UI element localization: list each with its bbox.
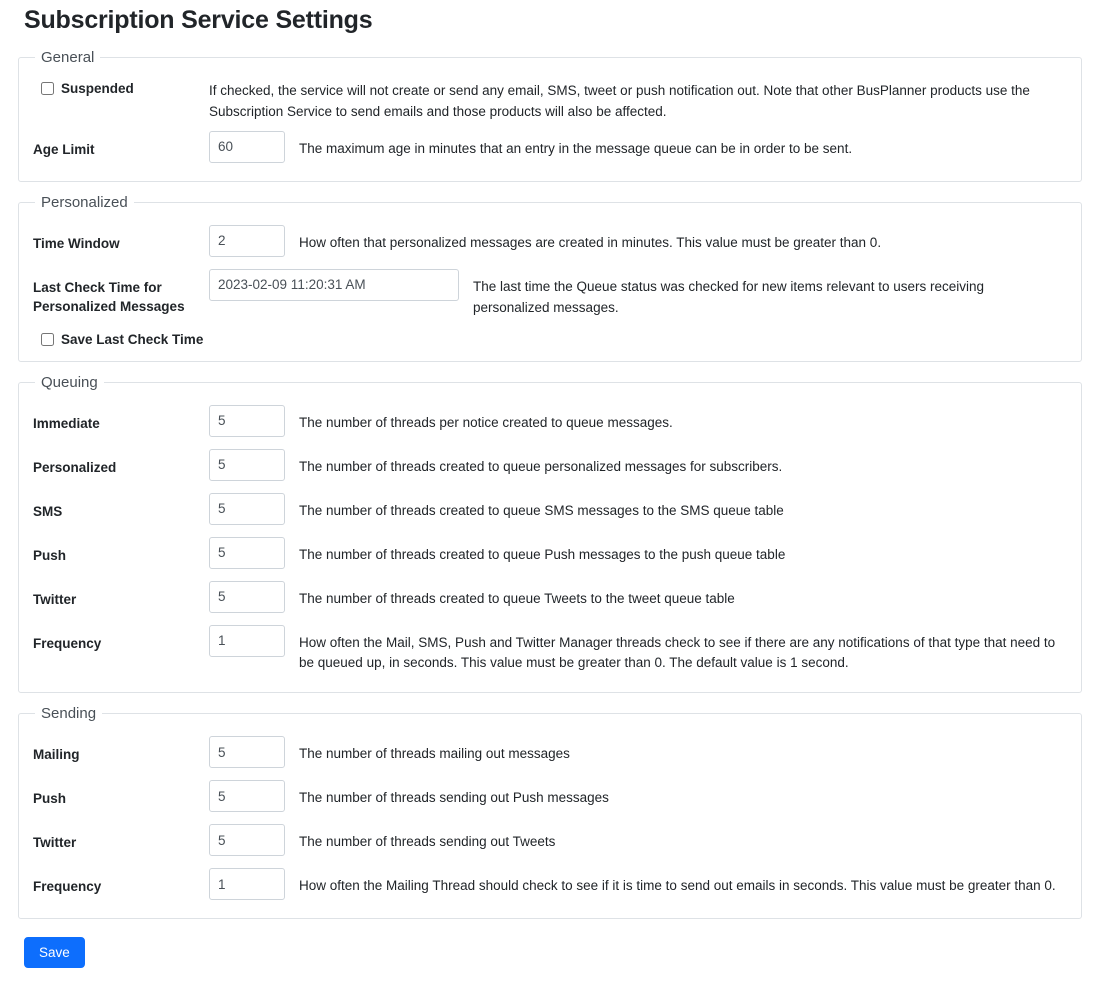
sending-frequency-field-cell <box>209 868 299 900</box>
queuing-immediate-input[interactable] <box>209 405 285 437</box>
sending-twitter-description: The number of threads sending out Tweets <box>299 834 556 850</box>
queuing-push-input[interactable] <box>209 537 285 569</box>
sending-mailing-description: The number of threads mailing out messages <box>299 746 570 762</box>
save-last-check-time-row <box>33 325 1067 349</box>
save-last-check-time-label-cell <box>33 330 209 347</box>
general-legend: General <box>41 49 95 66</box>
last-check-time-row <box>33 263 1067 325</box>
queuing-legend: Queuing <box>41 373 98 391</box>
queuing-section <box>18 374 1082 694</box>
sending-row <box>33 818 1067 862</box>
sending-push-field-cell <box>209 780 299 812</box>
settings-page <box>0 6 1100 982</box>
queuing-push-field-cell <box>209 537 299 569</box>
queuing-frequency-description: How often the Mail, SMS, Push and Twitter Manager threads check to see if there are any notifications of that type that need to be queued up, in seconds. This value must be greater than 0. The default value is 1 second. <box>299 634 1056 671</box>
queuing-frequency-input[interactable] <box>209 625 285 657</box>
age-limit-row <box>33 125 1067 169</box>
queuing-twitter-input[interactable] <box>209 581 285 613</box>
queuing-sms-field-cell <box>209 493 299 525</box>
sending-push-description: The number of threads sending out Push messages <box>299 790 609 806</box>
sending-frequency-label: Frequency <box>33 879 102 895</box>
queuing-sms-input[interactable] <box>209 493 285 525</box>
sending-mailing-input[interactable] <box>209 736 285 768</box>
sending-push-input[interactable] <box>209 780 285 812</box>
queuing-personalized-description: The number of threads created to queue personalized messages for subscribers. <box>299 458 783 474</box>
suspended-checkbox[interactable] <box>41 82 54 95</box>
queuing-row <box>33 487 1067 531</box>
personalized-section <box>18 194 1082 362</box>
queuing-personalized-input[interactable] <box>209 449 285 481</box>
queuing-sms-description: The number of threads created to queue SMS messages to the SMS queue table <box>299 502 784 518</box>
sending-twitter-field-cell <box>209 824 299 856</box>
time-window-row <box>33 219 1067 263</box>
suspended-label: Suspended <box>61 81 134 96</box>
time-window-field-cell <box>209 225 299 257</box>
age-limit-label: Age Limit <box>33 141 95 157</box>
personalized-legend: Personalized <box>41 193 128 211</box>
sending-mailing-field-cell <box>209 736 299 768</box>
queuing-row <box>33 399 1067 443</box>
queuing-immediate-description: The number of threads per notice created to queue messages. <box>299 414 673 430</box>
sending-row <box>33 730 1067 774</box>
time-window-label: Time Window <box>33 235 120 251</box>
queuing-sms-label: SMS <box>33 503 63 519</box>
sending-push-label: Push <box>33 791 67 807</box>
queuing-twitter-label: Twitter <box>33 591 77 607</box>
sending-twitter-label: Twitter <box>33 835 77 851</box>
queuing-immediate-field-cell <box>209 405 299 437</box>
time-window-input[interactable] <box>209 225 285 257</box>
queuing-twitter-field-cell <box>209 581 299 613</box>
sending-row <box>33 774 1067 818</box>
general-section <box>18 49 1082 182</box>
last-check-time-description: The last time the Queue status was checked for new items relevant to users receiving personalized messages. <box>473 278 984 315</box>
queuing-row <box>33 531 1067 575</box>
form-actions <box>18 931 1082 982</box>
queuing-personalized-label: Personalized <box>33 459 117 475</box>
queuing-row <box>33 443 1067 487</box>
queuing-row <box>33 575 1067 619</box>
save-button[interactable]: Save <box>24 937 85 968</box>
time-window-description: How often that personalized messages are created in minutes. This value must be greater than 0. <box>299 234 882 250</box>
page-title: Subscription Service Settings <box>24 6 373 34</box>
queuing-push-description: The number of threads created to queue Push messages to the push queue table <box>299 546 786 562</box>
age-limit-description: The maximum age in minutes that an entry in the message queue can be in order to be sent. <box>299 140 853 156</box>
queuing-personalized-field-cell <box>209 449 299 481</box>
queuing-frequency-label: Frequency <box>33 635 102 651</box>
sending-section <box>18 705 1082 919</box>
sending-mailing-label: Mailing <box>33 747 80 763</box>
queuing-twitter-description: The number of threads created to queue Tweets to the tweet queue table <box>299 590 735 606</box>
queuing-push-label: Push <box>33 547 67 563</box>
last-check-time-field-cell <box>209 269 473 301</box>
suspended-row <box>33 74 1067 125</box>
sending-legend: Sending <box>41 705 97 723</box>
sending-frequency-description: How often the Mailing Thread should check to see if it is time to send out emails in seconds. This value must be greater than 0. <box>299 878 1056 894</box>
save-last-check-time-checkbox[interactable] <box>41 333 54 346</box>
save-last-check-time-label: Save Last Check Time <box>61 331 204 347</box>
last-check-time-input[interactable] <box>209 269 459 301</box>
sending-twitter-input[interactable] <box>209 824 285 856</box>
age-limit-input[interactable] <box>209 131 285 163</box>
queuing-row <box>33 619 1067 681</box>
suspended-description: If checked, the service will not create or send any email, SMS, tweet or push notification out. Note that other BusPlanner products use the Subscription Service to send emails and those products will also be affected. <box>209 83 1030 120</box>
sending-frequency-input[interactable] <box>209 868 285 900</box>
age-limit-field-cell <box>209 131 299 163</box>
queuing-frequency-field-cell <box>209 625 299 657</box>
last-check-time-label: Last Check Time for Personalized Messages <box>33 279 185 315</box>
suspended-label-cell <box>33 79 209 96</box>
queuing-immediate-label: Immediate <box>33 415 100 431</box>
sending-row <box>33 862 1067 906</box>
